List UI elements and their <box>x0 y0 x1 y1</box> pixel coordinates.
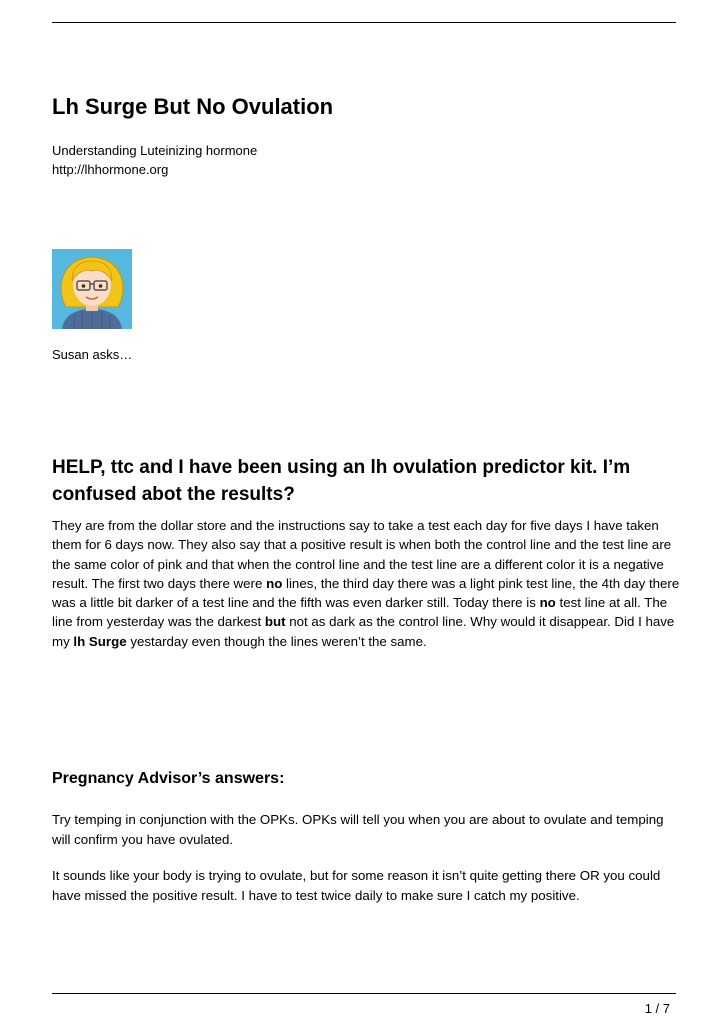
body-text: not as dark as the control line. Why would it disappear. Did I have my <box>52 614 675 649</box>
bold-emphasis: no <box>539 595 556 611</box>
question-body <box>52 516 680 651</box>
answer-paragraph: It sounds like your body is trying to ovulate, but for some reason it isn’t quite getting there OR you could have missed the positive result. I have to test twice daily to make sure I catch my positive. <box>52 868 661 903</box>
page-number: 1 / 7 <box>644 1001 670 1016</box>
site-name: Understanding Luteinizing hormone <box>52 143 258 158</box>
bold-emphasis: lh Surge <box>73 633 127 649</box>
answer-paragraph: Try temping in conjunction with the OPKs. OPKs will tell you when you are about to ovulate and temping will confirm you have ovulated. <box>52 812 664 847</box>
bold-emphasis: no <box>266 575 283 591</box>
top-rule <box>52 22 676 23</box>
body-text: lines, the third day there was a light pink test line, the 4th day there was a little bit darker of a test line and the fifth was even darker still. Today there is <box>52 575 680 611</box>
body-text: They are from the dollar store and the instructions say to take a test each day for five days I have taken them for 6 days now. They also say that a positive result is when both the control line and the test line are the same color of pink and that when the control line and the test line are a different color it is a negative result. The first two days there were <box>52 518 672 591</box>
asker-label: Susan asks… <box>52 347 133 362</box>
body-text: yestarday even though the lines weren’t the same. <box>126 633 427 649</box>
answers-heading: Pregnancy Advisor’s answers: <box>52 770 285 787</box>
cartoon-woman-avatar-icon <box>52 249 132 329</box>
document-title: Lh Surge But No Ovulation <box>52 94 334 119</box>
question-title: HELP, ttc and I have been using an lh ovulation predictor kit. I’m confused abot the results? <box>52 457 631 505</box>
site-url-link[interactable]: http://lhhormone.org <box>52 162 169 177</box>
body-text: test line at all. The line from yesterday was the darkest <box>52 595 668 630</box>
bottom-rule <box>52 993 676 994</box>
bold-emphasis: but <box>264 614 286 630</box>
